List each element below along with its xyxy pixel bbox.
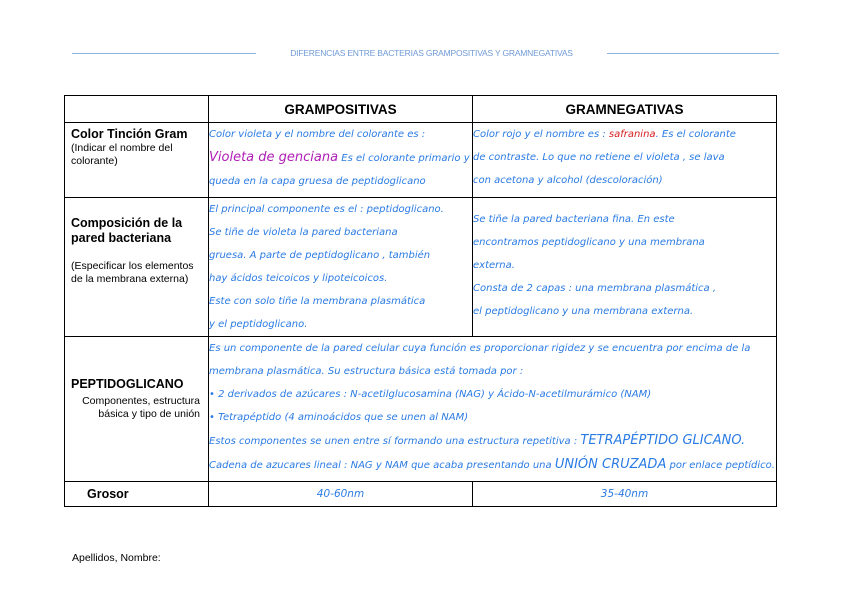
row-subtitle: Componentes, estructura básica y tipo de unión xyxy=(82,395,200,420)
handwritten-line: encontramos peptidoglicano y una membrana xyxy=(473,237,705,248)
answer-cell-peptidoglicano[interactable] xyxy=(209,337,777,482)
answer-cell-neg-composicion[interactable] xyxy=(473,198,777,337)
handwritten-line: externa. xyxy=(473,260,515,271)
answer-cell-pos-composicion[interactable] xyxy=(209,198,473,337)
table-header-row xyxy=(65,96,777,123)
handwritten-line: hay ácidos teicoicos y lipoteicoicos. xyxy=(209,273,388,284)
table-row-color xyxy=(65,123,777,198)
column-header-gramnegativas: GRAMNEGATIVAS xyxy=(473,96,777,123)
handwritten-line: Se tiñe la pared bacteriana fina. En este xyxy=(473,214,675,225)
highlight-violeta: Violeta de genciana xyxy=(209,150,339,165)
handwritten-line: gruesa. A parte de peptidoglicano , también xyxy=(209,250,431,261)
handwritten-line: Violeta de genciana Es el colorante primario y xyxy=(209,150,470,165)
comparison-table xyxy=(64,95,777,507)
handwritten-line: Estos componentes se unen entre sí formando una estructura repetitiva : TETRAPÉPTIDO GLICANO. xyxy=(209,433,746,448)
row-title: Composición de la pared bacteriana xyxy=(71,216,183,245)
row-subtitle: (Especificar los elementos de la membrana externa) xyxy=(71,260,194,285)
handwritten-line: El principal componente es el : peptidoglicano. xyxy=(209,204,444,215)
handwritten-line: queda en la capa gruesa de peptidoglicano xyxy=(209,176,426,187)
column-header-grampositivas: GRAMPOSITIVAS xyxy=(209,96,473,123)
table-row-grosor xyxy=(65,482,777,507)
row-header-color xyxy=(65,123,209,198)
handwritten-line: Se tiñe de violeta la pared bacteriana xyxy=(209,227,398,238)
table-row-composicion xyxy=(65,198,777,337)
empty-corner-cell xyxy=(65,96,209,123)
row-title: Color Tinción Gram xyxy=(71,127,188,141)
row-header-peptidoglicano xyxy=(65,337,209,482)
handwritten-line: Color violeta y el nombre del colorante es : xyxy=(209,129,426,140)
handwritten-line: • 2 derivados de azúcares : N-acetilglucosamina (NAG) y Ácido-N-acetilmurámico (NAM) xyxy=(209,389,652,400)
row-header-composicion xyxy=(65,198,209,337)
answer-cell-neg-color[interactable] xyxy=(473,123,777,198)
handwritten-line: Color rojo y el nombre es : safranina. Es el colorante xyxy=(473,129,736,140)
name-field-label: Apellidos, Nombre: xyxy=(72,552,161,564)
handwritten-line: de contraste. Lo que no retiene el violeta , se lava xyxy=(473,152,725,163)
handwritten-line: • Tetrapéptido (4 aminoácidos que se unen al NAM) xyxy=(209,412,469,423)
handwritten-line: Este con solo tiñe la membrana plasmática xyxy=(209,296,426,307)
handwritten-line: con acetona y alcohol (descoloración) xyxy=(473,175,663,186)
table-row-peptidoglicano xyxy=(65,337,777,482)
handwritten-line: membrana plasmática. Su estructura básica está tomada por : xyxy=(209,366,524,377)
handwritten-line: el peptidoglicano y una membrana externa. xyxy=(473,306,694,317)
answer-cell-neg-grosor[interactable]: 35-40nm xyxy=(473,482,777,507)
handwritten-line: Es un componente de la pared celular cuya función es proporcionar rigidez y se encuentra por encima de la xyxy=(209,343,751,354)
handwritten-line: Consta de 2 capas : una membrana plasmática , xyxy=(473,283,716,294)
header-line-left xyxy=(72,53,256,54)
row-header-grosor: Grosor xyxy=(65,482,209,507)
answer-cell-pos-color[interactable] xyxy=(209,123,473,198)
page-title: DIFERENCIAS ENTRE BACTERIAS GRAMPOSITIVAS Y GRAMNEGATIVAS xyxy=(290,48,573,58)
row-subtitle: (Indicar el nombre del colorante) xyxy=(71,142,173,167)
handwritten-line: y el peptidoglicano. xyxy=(209,319,308,330)
handwritten-line: Cadena de azucares lineal : NAG y NAM que acaba presentando una UNIÓN CRUZADA por enlace peptídico. xyxy=(209,457,775,472)
answer-cell-pos-grosor[interactable]: 40-60nm xyxy=(209,482,473,507)
row-title: PEPTIDOGLICANO xyxy=(71,377,184,391)
highlight-safranina: safranina xyxy=(608,129,656,140)
header-line-right xyxy=(607,53,779,54)
